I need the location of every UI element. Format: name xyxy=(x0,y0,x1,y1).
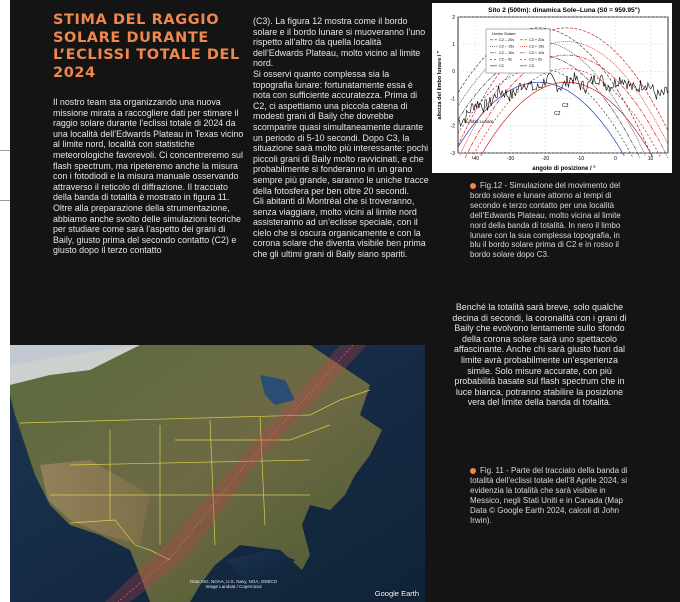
caption-bullet-icon xyxy=(470,183,476,189)
article-title: STIMA DEL RAGGIO SOLARE DURANTE L’ECLISSI TOTALE DEL 2024 xyxy=(53,12,240,81)
text-column-1 xyxy=(53,97,245,256)
y-tick-label: 1 xyxy=(452,42,455,48)
paragraph: Benché la totalità sarà breve, solo qualche decina di secondi, la coronalità con i grani di Baily che evolvono lentamente sullo sfondo della corona solare sarà uno spettacolo affascinante. Anche chi sarà giusto fuori dal limite avrà probabilmente un’esperienza simile. Solo misure accurate, con più probabilità basate sul flash spectrum che in luce bianca, potranno stabilire la posizione vera del limite della banda di totalità. xyxy=(452,302,627,408)
legend-label: C2 – 5s xyxy=(499,57,513,62)
legend-label: C2 – 10s xyxy=(499,51,515,55)
y-tick-label: 2 xyxy=(452,14,455,21)
margin-rule xyxy=(0,150,10,151)
text-column-3 xyxy=(452,302,627,408)
x-tick-label: -30 xyxy=(506,156,515,162)
x-tick-label: 0 xyxy=(614,156,617,162)
legend-label: C3 + 10s xyxy=(529,51,545,55)
legend-label: C3 + 5s xyxy=(529,57,543,62)
y-tick-label: -2 xyxy=(450,123,455,130)
paragraph: Gli abitanti di Montréal che si troveranno, senza viaggiare, molto vicini al limite nord assisteranno ad un’eclisse speciale, con il cielo che si oscura organicamente e con la corona solare che diventa visibile ben prima che gli ultimi grani di Baily siano spariti. xyxy=(253,196,426,260)
text-column-2 xyxy=(253,16,430,260)
figure-11-map xyxy=(10,345,425,602)
legend-label: C3 xyxy=(529,64,534,68)
paragraph: Si osservi quanto complessa sia la topografia lunare: fortunatamente essa è nota con sufficiente accuratezza. Prima di C2, ci aspettiamo una piccola catena di modesti grani di Baily che dovrebbe scomparire quasi simultaneamente durante un periodo di 5-10 secondi. Dopo C3, la situazione sarà molto più interessante: pochi piccoli grani di Baily molto ravvicinati, e che probabilmente si fonderanno in un grano sempre più grande, saranno le uniche tracce della fotosfera per ben oltre 20 secondi. xyxy=(253,68,429,196)
chart-title: Sito 2 (500m): dinamica Sole–Luna (S0 = 959.95") xyxy=(488,7,640,14)
legend-label: C3 + 15s xyxy=(529,44,545,49)
x-tick-label: -10 xyxy=(576,156,585,162)
paragraph: Oltre alla preparazione della strumentazione, abbiamo anche svolto delle simulazioni teoriche per studiare come sarà l’aspetto dei grani di Baily, giusto prima del secondo contatto (C2) e giusto dopo il terzo contatto xyxy=(53,202,241,256)
legend-label: C2 – 15s xyxy=(499,44,515,49)
legend-label: C2 xyxy=(499,64,504,68)
x-tick-label: -40 xyxy=(471,156,480,162)
x-axis-label: angolo di posizione / ° xyxy=(532,166,596,172)
north-america-map xyxy=(10,345,425,602)
caption-text: Fig. 11 - Parte del tracciato della banda di totalità dell’eclissi totale dell’8 Aprile 2024, si evidenzia la totalità che sarà visibile in Messico, negli Stati Uniti e in Canada (Map Data © Google Earth 2024, calcoli di John Irwin). xyxy=(470,466,628,525)
paragraph: Il nostro team sta organizzando una nuova missione mirata a raccogliere dati per stimare il raggio solare durante l’eclissi totale di 2024 da una località dell’Edwards Plateau in Texas vicino al limite nord, località con statistiche meteorologiche favorevoli. Ci concentreremo sul flash spectrum, ma ripeteremo anche la misura con i fotodiodi e la misura manuale osservando attraverso il reticolo di diffrazione. Il tracciato della banda di totalità è mostrato in figura 11. xyxy=(53,97,244,203)
y-tick-label: 0 xyxy=(452,69,455,76)
google-earth-logo: Google Earth xyxy=(374,589,419,598)
figure-12-chart xyxy=(432,3,672,173)
legend-title: Limbo Solare xyxy=(492,31,516,36)
legend xyxy=(486,29,550,73)
caption-bullet-icon xyxy=(470,468,476,474)
annotation-c3: C3 xyxy=(562,103,569,109)
annotation-c2: C2 xyxy=(554,111,561,117)
paragraph: (C3). La figura 12 mostra come il bordo solare e il bordo lunare si muoveranno l’uno rispetto all’altro da quella località dell’Edwards Plateau, molto vicino al limite nord. xyxy=(253,16,426,69)
x-tick-label: 10 xyxy=(647,156,654,162)
margin-rule xyxy=(0,200,10,201)
figure-11-caption xyxy=(470,466,630,525)
y-tick-label: -3 xyxy=(450,150,455,157)
lunar-limb-series xyxy=(458,72,668,126)
attribution-line: Image Landsat / Copernicus xyxy=(205,584,262,589)
x-tick-label: -20 xyxy=(541,156,550,162)
eclipse-limb-chart xyxy=(432,3,672,173)
figure-12-caption xyxy=(470,181,630,260)
y-tick-label: -1 xyxy=(450,96,455,103)
attribution-line: Data SIO, NOAA, U.S. Navy, NGA, GEBCO xyxy=(190,579,278,584)
y-axis-label: altezza del limbo lunare / " xyxy=(437,50,443,120)
legend-label: C2 – 20s xyxy=(499,38,515,42)
annotation-limbo-lunare: Limbo Lunare xyxy=(466,119,494,124)
legend-label: C3 + 20s xyxy=(529,38,545,42)
caption-text: Fig.12 - Simulazione del movimento del bordo solare e lunare attorno ai tempi di secondo e terzo contatto per una località dell’Edwards Plateau, molto vicina al limite nord della banda di totalità. In nero il limbo lunare con la sua complessa topografia, in blu il bordo solare prima di C2 e in rosso il bordo solare dopo C3. xyxy=(470,181,621,260)
map-attribution xyxy=(190,579,277,589)
